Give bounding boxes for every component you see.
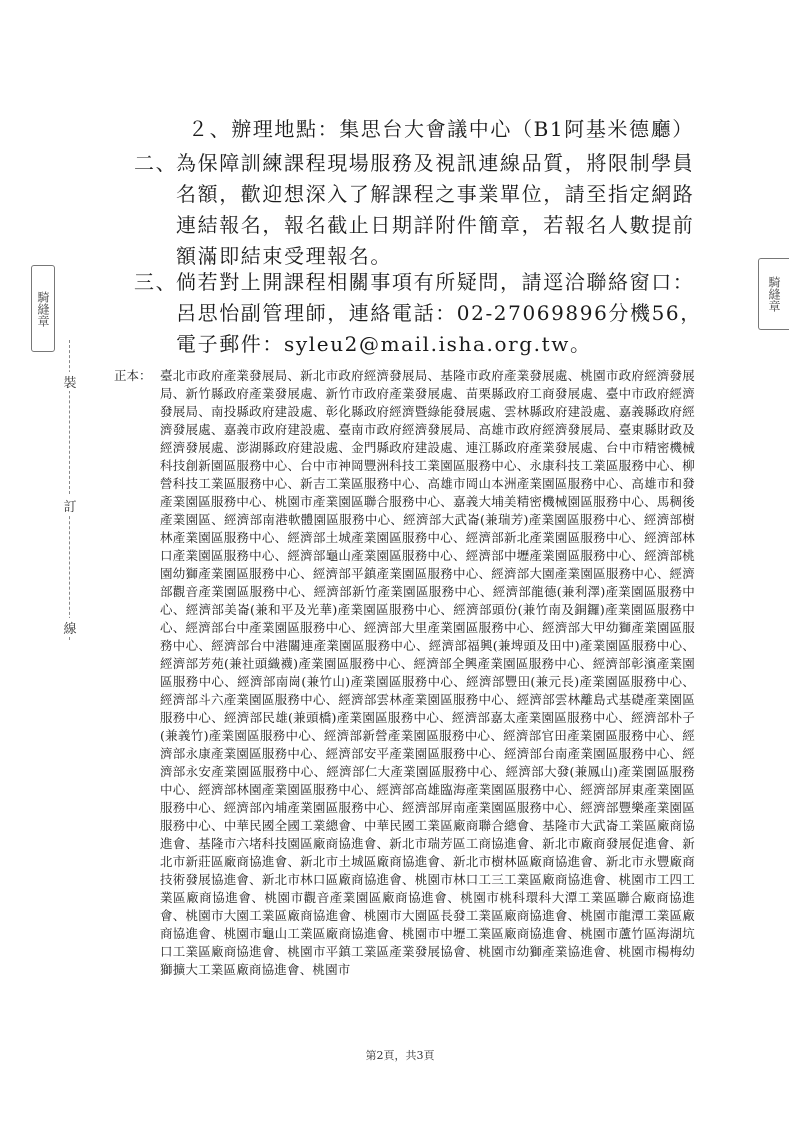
registration-paragraph: 為保障訓練課程現場服務及視訊連線品質，將限制學員名額，歡迎想深入了解課程之事業單位，請至指定網路連結報名，報名截止日期詳附件簡章，若報名人數提前額滿即結束受理報名。 [176, 151, 695, 268]
binding-char-zhuang: 裝 [62, 372, 78, 391]
item-number-2: 二、 [134, 151, 178, 175]
seam-stamp-left: 騎縫章 [31, 265, 55, 352]
binding-char-ding: 訂 [62, 496, 78, 515]
contact-paragraph: 倘若對上開課程相關事項有所疑問，請逕洽聯絡窗口：呂思怡副管理師，連絡電話：02-27069896分機56，電子郵件：syleu2@mail.isha.org.tw。 [176, 270, 702, 356]
recipients-label: 正本： [114, 368, 152, 383]
page-number: 第2頁，共3頁 [365, 1049, 435, 1062]
binding-char-xian: 線 [62, 618, 78, 637]
recipients-list: 臺北市政府產業發展局、新北市政府經濟發展局、基隆市政府產業發展處、桃園市政府經濟發展局、新竹縣政府產業發展處、新竹市政府產業發展處、苗栗縣政府工商發展處、臺中市政府經濟發展局、南投縣政府建設處、彰化縣政府經濟暨綠能發展處、雲林縣政府建設處、嘉義縣政府經濟發展處、嘉義市政府建設處、臺南市政府經濟發展局、高雄市政府經濟發展局、臺東縣財政及經濟發展處、澎湖縣政府建設處、金門縣政府建設處、連江縣政府產業發展處、台中市精密機械科技創新園區服務中心、台中市神岡豐洲科技工業園區服務中心、永康科技工業區服務中心、柳營科技工業區服務中心、新吉工業區服務中心、高雄市岡山本洲產業園區服務中心、高雄市和發產業園區服務中心、桃園市產業園區聯合服務中心、嘉義大埔美精密機械園區服務中心、馬稠後產業園區、經濟部南港軟體園區服務中心、經濟部大武崙(兼瑞芳)產業園區服務中心、經濟部樹林產業園區服務中心、經濟部土城產業園區服務中心、經濟部新北產業園區服務中心、經濟部林口產業園區服務中心、經濟部龜山產業園區服務中心、經濟部中壢產業園區服務中心、經濟部桃園幼獅產業園區服務中心、經濟部平鎮產業園區服務中心、經濟部大園產業園區服務中心、經濟部觀音產業園區服務中心、經濟部新竹產業園區服務中心、經濟部龍德(兼利澤)產業園區服務中心、經濟部美崙(兼和平及光華)產業園區服務中心、經濟部頭份(兼竹南及銅鑼)產業園區服務中心、經濟部台中產業園區服務中心、經濟部大里產業園區服務中心、經濟部大甲幼獅產業園區服務中心、經濟部台中港關連產業園區服務中心、經濟部福興(兼埤頭及田中)產業園區服務中心、經濟部芳苑(兼社頭織襪)產業園區服務中心、經濟部全興產業園區服務中心、經濟部彰濱產業園區服務中心、經濟部南崗(兼竹山)產業園區服務中心、經濟部豐田(兼元長)產業園區服務中心、經濟部斗六產業園區服務中心、經濟部雲林產業園區服務中心、經濟部雲林離島式基礎產業園區服務中心、經濟部民雄(兼頭橋)產業園區服務中心、經濟部嘉太產業園區服務中心、經濟部朴子(兼義竹)產業園區服務中心、經濟部新營產業園區服務中心、經濟部官田產業園區服務中心、經濟部永康產業園區服務中心、經濟部安平產業園區服務中心、經濟部台南產業園區服務中心、經濟部永安產業園區服務中心、經濟部仁大產業園區服務中心、經濟部大發(兼鳳山)產業園區服務中心、經濟部林園產業園區服務中心、經濟部高雄臨海產業園區服務中心、經濟部屏東產業園區服務中心、經濟部內埔產業園區服務中心、經濟部屏南產業園區服務中心、經濟部豐樂產業園區服務中心、中華民國全國工業總會、中華民國工業區廠商聯合總會、基隆市大武崙工業區廠商協進會、基隆市六堵科技園區廠商協進會、新北市瑞芳區工商協進會、新北市廠商發展促進會、新北市新莊區廠商協進會、新北市土城區廠商協進會、新北市樹林區廠商協進會、新北市永豐廠商技術發展協進會、新北市林口區廠商協進會、桃園市林口工三工業區廠商協進會、桃園市工四工業區廠商協進會、桃園市觀音產業園區廠商協進會、桃園市桃科環科大潭工業區聯合廠商協進會、桃園市大園工業區廠商協進會、桃園市大園區長發工業區廠商協進會、桃園市龍潭工業區廠商協進會、桃園市龜山工業區廠商協進會、桃園市中壢工業區廠商協進會、桃園市蘆竹區海湖坑口工業區廠商協進會、桃園市平鎮工業區產業發展協會、桃園市幼獅產業協進會、桃園市楊梅幼獅擴大工業區廠商協進會、桃園市 [160, 368, 695, 977]
item-number-3: 三、 [134, 270, 178, 294]
seam-stamp-right: 騎縫章 [758, 258, 789, 330]
scan-artifact [70, 52, 140, 77]
venue-item: ２、辦理地點：集思台大會議中心（B1阿基米德廳） [188, 117, 694, 141]
